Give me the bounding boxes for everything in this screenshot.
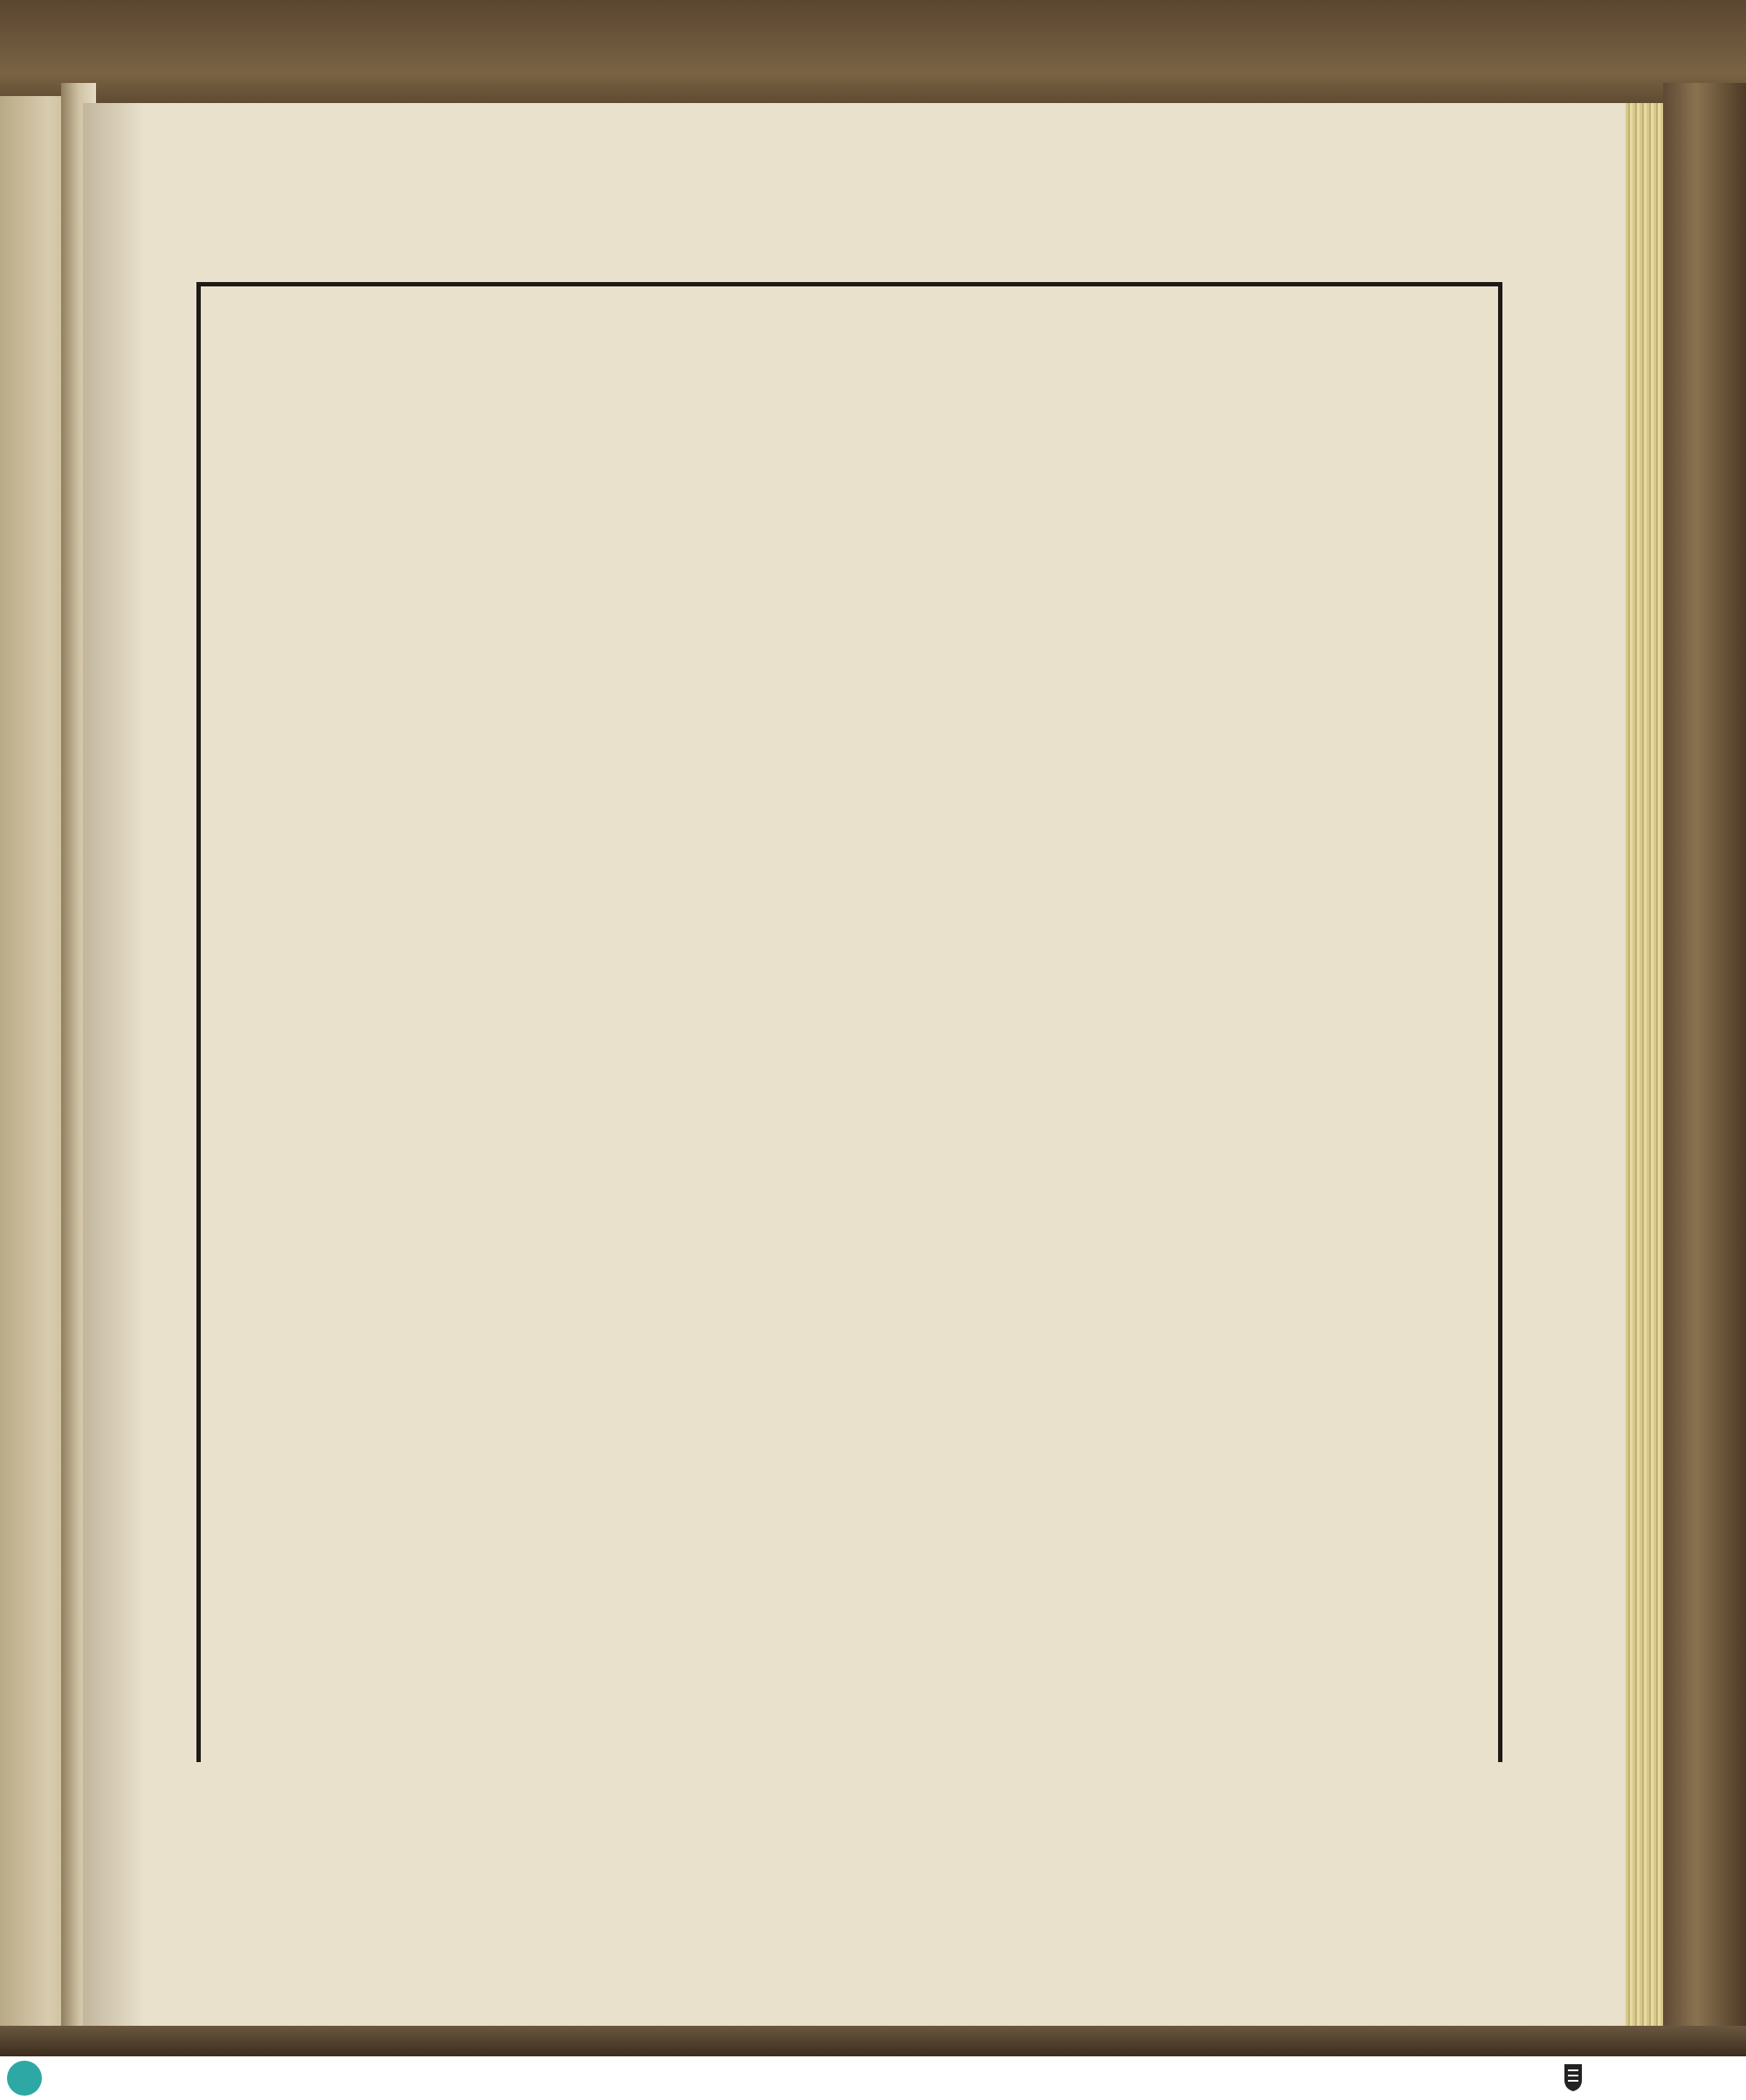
page-fore-edge [1626, 103, 1667, 2037]
gutter-shadow [83, 103, 144, 2037]
blb-logo-icon [7, 2061, 42, 2096]
book-cover-right [1663, 83, 1746, 2056]
bw-crest-icon [1563, 2062, 1584, 2092]
book-cover-bottom [0, 2026, 1746, 2057]
footer-bar [0, 2056, 1746, 2100]
table-frame [196, 282, 1502, 1762]
